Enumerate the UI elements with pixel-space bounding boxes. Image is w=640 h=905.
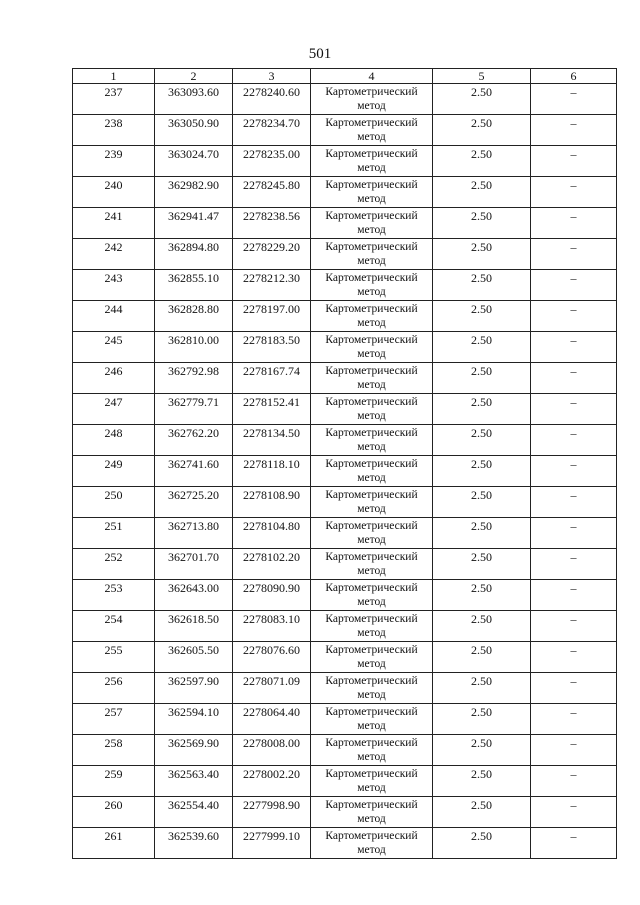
table-row [73,115,617,146]
table-row [73,518,617,549]
accuracy-cell: 2.50 [433,549,531,580]
method-cell [311,673,433,704]
header-cell-accuracy: 5 [433,69,531,84]
header-cell-y: 3 [233,69,311,84]
method-cell [311,146,433,177]
method-line-1: Картометрический [325,272,418,284]
table-row [73,828,617,859]
x-coordinate-cell: 362855.10 [155,270,233,301]
y-coordinate-cell: 2278245.80 [233,177,311,208]
method-line-2: метод [357,162,386,174]
method-line-2: метод [357,596,386,608]
method-cell [311,363,433,394]
method-cell [311,177,433,208]
method-line-2: метод [357,720,386,732]
x-coordinate-cell: 362713.80 [155,518,233,549]
method-line-1: Картометрический [325,706,418,718]
method-line-2: метод [357,193,386,205]
method-line-2: метод [357,813,386,825]
y-coordinate-cell: 2278152.41 [233,394,311,425]
accuracy-cell: 2.50 [433,301,531,332]
point-number-cell: 251 [73,518,155,549]
description-cell: – [531,673,617,704]
x-coordinate-cell: 362701.70 [155,549,233,580]
x-coordinate-cell: 362563.40 [155,766,233,797]
table-row [73,487,617,518]
y-coordinate-cell: 2278229.20 [233,239,311,270]
accuracy-cell: 2.50 [433,797,531,828]
x-coordinate-cell: 362894.80 [155,239,233,270]
point-number-cell: 256 [73,673,155,704]
point-number-cell: 241 [73,208,155,239]
point-number-cell: 250 [73,487,155,518]
description-cell: – [531,115,617,146]
description-cell: – [531,301,617,332]
table-row [73,456,617,487]
y-coordinate-cell: 2278234.70 [233,115,311,146]
y-coordinate-cell: 2278108.90 [233,487,311,518]
x-coordinate-cell: 362594.10 [155,704,233,735]
y-coordinate-cell: 2278002.20 [233,766,311,797]
y-coordinate-cell: 2278212.30 [233,270,311,301]
table-row [73,797,617,828]
method-cell [311,735,433,766]
accuracy-cell: 2.50 [433,84,531,115]
method-cell [311,208,433,239]
x-coordinate-cell: 362554.40 [155,797,233,828]
table-row [73,363,617,394]
x-coordinate-cell: 362779.71 [155,394,233,425]
accuracy-cell: 2.50 [433,766,531,797]
method-line-2: метод [357,782,386,794]
point-number-cell: 238 [73,115,155,146]
method-cell [311,828,433,859]
method-line-2: метод [357,844,386,856]
point-number-cell: 239 [73,146,155,177]
y-coordinate-cell: 2278064.40 [233,704,311,735]
description-cell: – [531,208,617,239]
point-number-cell: 258 [73,735,155,766]
table-row [73,673,617,704]
method-line-2: метод [357,503,386,515]
method-line-1: Картометрический [325,644,418,656]
x-coordinate-cell: 362725.20 [155,487,233,518]
description-cell: – [531,363,617,394]
page-number: 501 [308,46,332,62]
description-cell: – [531,456,617,487]
method-line-1: Картометрический [325,520,418,532]
method-cell [311,270,433,301]
method-line-1: Картометрический [325,86,418,98]
description-cell: – [531,270,617,301]
point-number-cell: 245 [73,332,155,363]
method-cell [311,425,433,456]
description-cell: – [531,611,617,642]
method-line-2: метод [357,751,386,763]
accuracy-cell: 2.50 [433,394,531,425]
accuracy-cell: 2.50 [433,611,531,642]
table-body [73,84,617,859]
method-cell [311,239,433,270]
method-line-2: метод [357,224,386,236]
method-cell [311,704,433,735]
method-line-1: Картометрический [325,799,418,811]
method-cell [311,115,433,146]
x-coordinate-cell: 362569.90 [155,735,233,766]
method-line-1: Картометрический [325,365,418,377]
accuracy-cell: 2.50 [433,332,531,363]
method-line-1: Картометрический [325,768,418,780]
method-line-1: Картометрический [325,551,418,563]
accuracy-cell: 2.50 [433,735,531,766]
accuracy-cell: 2.50 [433,363,531,394]
accuracy-cell: 2.50 [433,580,531,611]
table-header [73,69,617,84]
description-cell: – [531,394,617,425]
header-cell-method: 4 [311,69,433,84]
description-cell: – [531,84,617,115]
table-row [73,239,617,270]
point-number-cell: 255 [73,642,155,673]
description-cell: – [531,797,617,828]
accuracy-cell: 2.50 [433,425,531,456]
method-line-1: Картометрический [325,427,418,439]
method-line-1: Картометрический [325,613,418,625]
accuracy-cell: 2.50 [433,115,531,146]
y-coordinate-cell: 2278240.60 [233,84,311,115]
point-number-cell: 257 [73,704,155,735]
y-coordinate-cell: 2278197.00 [233,301,311,332]
method-line-1: Картометрический [325,241,418,253]
y-coordinate-cell: 2278235.00 [233,146,311,177]
method-line-1: Картометрический [325,179,418,191]
table-row [73,394,617,425]
y-coordinate-cell: 2278071.09 [233,673,311,704]
x-coordinate-cell: 363024.70 [155,146,233,177]
description-cell: – [531,518,617,549]
method-line-2: метод [357,627,386,639]
x-coordinate-cell: 362643.00 [155,580,233,611]
description-cell: – [531,425,617,456]
point-number-cell: 253 [73,580,155,611]
x-coordinate-cell: 362597.90 [155,673,233,704]
x-coordinate-cell: 362792.98 [155,363,233,394]
table-row [73,766,617,797]
x-coordinate-cell: 362982.90 [155,177,233,208]
x-coordinate-cell: 363050.90 [155,115,233,146]
y-coordinate-cell: 2277999.10 [233,828,311,859]
method-line-1: Картометрический [325,582,418,594]
description-cell: – [531,239,617,270]
y-coordinate-cell: 2278104.80 [233,518,311,549]
y-coordinate-cell: 2278083.10 [233,611,311,642]
method-line-1: Картометрический [325,148,418,160]
point-number-cell: 242 [73,239,155,270]
point-number-cell: 248 [73,425,155,456]
method-line-2: метод [357,410,386,422]
table-row [73,642,617,673]
method-line-1: Картометрический [325,334,418,346]
method-line-1: Картометрический [325,303,418,315]
method-cell [311,456,433,487]
method-line-2: метод [357,286,386,298]
method-cell [311,766,433,797]
y-coordinate-cell: 2278118.10 [233,456,311,487]
point-number-cell: 252 [73,549,155,580]
x-coordinate-cell: 362810.00 [155,332,233,363]
method-line-2: метод [357,379,386,391]
accuracy-cell: 2.50 [433,146,531,177]
description-cell: – [531,766,617,797]
y-coordinate-cell: 2278238.56 [233,208,311,239]
x-coordinate-cell: 362618.50 [155,611,233,642]
description-cell: – [531,177,617,208]
accuracy-cell: 2.50 [433,704,531,735]
description-cell: – [531,828,617,859]
y-coordinate-cell: 2278008.00 [233,735,311,766]
point-number-cell: 259 [73,766,155,797]
x-coordinate-cell: 362605.50 [155,642,233,673]
method-line-2: метод [357,100,386,112]
accuracy-cell: 2.50 [433,518,531,549]
x-coordinate-cell: 363093.60 [155,84,233,115]
method-line-2: метод [357,255,386,267]
method-cell [311,797,433,828]
method-cell [311,301,433,332]
point-number-cell: 261 [73,828,155,859]
method-line-1: Картометрический [325,210,418,222]
accuracy-cell: 2.50 [433,828,531,859]
accuracy-cell: 2.50 [433,456,531,487]
x-coordinate-cell: 362828.80 [155,301,233,332]
point-number-cell: 249 [73,456,155,487]
accuracy-cell: 2.50 [433,487,531,518]
description-cell: – [531,735,617,766]
description-cell: – [531,487,617,518]
method-line-1: Картометрический [325,830,418,842]
x-coordinate-cell: 362741.60 [155,456,233,487]
y-coordinate-cell: 2277998.90 [233,797,311,828]
description-cell: – [531,549,617,580]
description-cell: – [531,704,617,735]
point-number-cell: 237 [73,84,155,115]
accuracy-cell: 2.50 [433,208,531,239]
y-coordinate-cell: 2278076.60 [233,642,311,673]
accuracy-cell: 2.50 [433,673,531,704]
y-coordinate-cell: 2278183.50 [233,332,311,363]
table-row [73,208,617,239]
point-number-cell: 240 [73,177,155,208]
method-cell [311,549,433,580]
point-number-cell: 246 [73,363,155,394]
point-number-cell: 243 [73,270,155,301]
method-line-2: метод [357,348,386,360]
method-cell [311,487,433,518]
description-cell: – [531,580,617,611]
method-line-2: метод [357,534,386,546]
description-cell: – [531,146,617,177]
y-coordinate-cell: 2278167.74 [233,363,311,394]
table-row [73,270,617,301]
table-row [73,301,617,332]
method-line-1: Картометрический [325,675,418,687]
method-line-2: метод [357,689,386,701]
method-line-2: метод [357,441,386,453]
method-cell [311,518,433,549]
table-row [73,146,617,177]
coordinates-table [72,68,617,859]
header-row [73,69,617,84]
accuracy-cell: 2.50 [433,642,531,673]
method-line-2: метод [357,658,386,670]
header-cell-point-number: 1 [73,69,155,84]
y-coordinate-cell: 2278134.50 [233,425,311,456]
header-cell-description: 6 [531,69,617,84]
point-number-cell: 247 [73,394,155,425]
y-coordinate-cell: 2278102.20 [233,549,311,580]
x-coordinate-cell: 362941.47 [155,208,233,239]
x-coordinate-cell: 362762.20 [155,425,233,456]
description-cell: – [531,642,617,673]
method-cell [311,84,433,115]
table-row [73,177,617,208]
method-line-1: Картометрический [325,737,418,749]
description-cell: – [531,332,617,363]
point-number-cell: 254 [73,611,155,642]
table-row [73,735,617,766]
x-coordinate-cell: 362539.60 [155,828,233,859]
method-line-2: метод [357,317,386,329]
method-line-1: Картометрический [325,396,418,408]
method-cell [311,394,433,425]
method-line-1: Картометрический [325,458,418,470]
table-row [73,580,617,611]
table-row [73,549,617,580]
y-coordinate-cell: 2278090.90 [233,580,311,611]
point-number-cell: 260 [73,797,155,828]
header-cell-x: 2 [155,69,233,84]
method-cell [311,611,433,642]
method-line-2: метод [357,565,386,577]
point-number-cell: 244 [73,301,155,332]
table-row [73,84,617,115]
method-line-2: метод [357,131,386,143]
accuracy-cell: 2.50 [433,239,531,270]
table-row [73,332,617,363]
table-row [73,611,617,642]
table-row [73,425,617,456]
method-cell [311,580,433,611]
method-line-1: Картометрический [325,489,418,501]
table-row [73,704,617,735]
accuracy-cell: 2.50 [433,177,531,208]
method-line-1: Картометрический [325,117,418,129]
method-cell [311,332,433,363]
method-line-2: метод [357,472,386,484]
accuracy-cell: 2.50 [433,270,531,301]
method-cell [311,642,433,673]
